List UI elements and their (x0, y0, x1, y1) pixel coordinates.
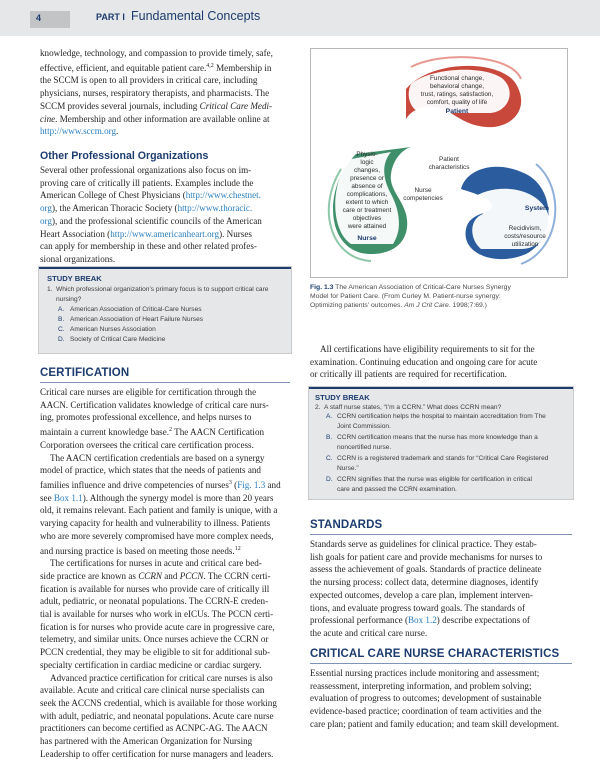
study-break-2-question: A staff nurse states, “I’m a CCRN.” What does CCRN mean? (324, 404, 502, 411)
patient-title: Patient (445, 108, 469, 115)
header-band (0, 0, 600, 36)
part-label: PART I (96, 12, 125, 22)
synergy-model-figure (310, 48, 568, 278)
nurse-outcome-4: presence or (350, 175, 384, 182)
synergy-model-diagram (311, 49, 567, 277)
certification-paragraphs: Critical care nurses are eligible for certification through the AACN. Certification validates knowledge of critical care nurs- ing, promotes professional excellence, and helps nurses to maintain a current knowledge base.$^2$ The AACN Certification Corporation oversees the critical care certification process. The AACN certification credentials are based on a synergy model of practice, which states that the needs of patients and families influence and drive competencies of nurses$^3$ (Fig. 1.3 and see Box 1.1). Although the synergy model is more than 20 years old, it remains relevant. Each patient and family is unique, with a varying capacity for health and vulnerability to illness. Patients who are more severely compromised have more complex needs, and nursing practice is based on meeting those needs.$^{12}$ The certifications for nurses in acute and critical care bed- side practice are known as CCRN and PCCN. The CCRN certi- fication is available for nurses who provide care of critically ill adult, pediatric, or neonatal populations. The CCRN-E creden- tial is available for nurses who work in eICUs. The PCCN certi- fication is for nurses who provide acute care in progressive care, telemetry, and similar units. Once nurses achieve the CCRN or PCCN credential, they may be eligible to sit for additional sub- specialty certification in cardiac medicine or cardiac surgery. Advanced practice certification for critical care nurses is also available. Acute and critical care clinical nurse specialists can seek the ACCNS credential, which is available for those working with adult, pediatric, and neonatal populations. Acute care nurse practitioners can become certified as ACNPC-AG. The AACN has partnered with the American Organization for Nursing Leadership to offer certification for nurse managers and leaders. (40, 387, 281, 759)
patient-outcome-2: behavioral change, (429, 83, 485, 90)
section-rule (40, 382, 290, 383)
nurse-outcome-7: extent to which (345, 199, 389, 206)
patient-characteristics-1: Patient (439, 156, 459, 163)
nurse-competencies-2: competencies (403, 195, 443, 202)
study-break-heading-2: STUDY BREAK (315, 393, 370, 402)
part-title: Fundamental Concepts (131, 9, 261, 23)
certification-heading: CERTIFICATION (40, 367, 130, 379)
system-title: System (524, 205, 550, 212)
patient-outcome-1: Functional change, (429, 75, 485, 82)
other-orgs-heading: Other Professional Organizations (40, 150, 209, 162)
answer-option-c: American Nurses Association (70, 326, 156, 333)
page-number: 4 (30, 11, 70, 28)
study-break-1-question: Which professional organization’s primary focus is to support critical care nursing? (56, 286, 269, 303)
patient-outcome-3: trust, ratings, satisfaction, (420, 91, 494, 98)
patient-characteristics-2: characteristics (428, 164, 470, 171)
answer-option-2b: CCRN certification means that the nurse has more knowledge than a noncertified nurse. (337, 434, 538, 451)
box-1-2-link[interactable]: Box 1.2 (407, 615, 437, 626)
characteristics-heading: CRITICAL CARE NURSE CHARACTERISTICS (310, 648, 560, 660)
nurse-outcome-6: complications, (346, 191, 388, 198)
answer-option-b: American Association of Heart Failure Nurses (70, 316, 204, 323)
characteristics-paragraph: Essential nursing practices include monitoring and assessment; reassessment, interpreting information, and problem solving; evaluation of progress to outcomes; development of sustainable evidence-based practice; coordination of team activities and the care plan; patient and family education; and team skill development. (310, 668, 559, 729)
nurse-competencies-1: Nurse (414, 187, 432, 194)
system-outcome-3: utilization (511, 241, 539, 248)
section-rule (310, 663, 572, 664)
standards-heading: STANDARDS (310, 519, 383, 531)
heart-link[interactable]: http://www.americanheart.org (110, 228, 220, 239)
answer-option-2a: CCRN certification helps the hospital to maintain accreditation from The Joint Commission. (337, 413, 546, 430)
running-header (0, 0, 600, 36)
fig-link[interactable]: Fig. 1.3 (237, 479, 266, 490)
system-outcome-2: costs/resource (504, 233, 546, 240)
box-link[interactable]: Box 1.1 (53, 492, 83, 503)
sccm-link[interactable]: http://www.sccm.org (40, 126, 117, 137)
system-outcome-1: Recidivism, (508, 225, 542, 232)
answer-option-2c: CCRN is a registered trademark and stands for “Critical Care Registered Nurse.” (337, 455, 549, 472)
other-orgs-paragraph: Several other professional organizations also focus on im- proving care of critically ill patients. Examples include the American College of Chest Physicians (http://www.chestnet. org), the American Thoracic Society (http://www.thoracic. org), and the professional scientific councils of the American Heart Association (http://www.americanheart.org). Nurses can apply for membership in these and other related profes- sional organizations. (40, 165, 262, 264)
standards-paragraph: Standards serve as guidelines for clinical practice. They estab- lish goals for patient care and provide mechanisms for nurses to assess the achievement of goals. Standards of practice delineate the nursing process: collect data, determine diagnoses, identify expected outcomes, develop a care plan, implement interven- tions, and evaluate progress toward goals. The standards of professional performance (Box 1.2) describe expectations of the acute and critical care nurse. (310, 539, 543, 638)
nurse-outcome-9: objectives (352, 215, 382, 222)
section-rule (310, 534, 572, 535)
chestnet-link[interactable]: http://www.chestnet. (185, 190, 261, 201)
study-break-heading: STUDY BREAK (47, 274, 102, 283)
nurse-outcome-2: logic (360, 159, 374, 166)
answer-option-2d: CCRN signifies that the nurse was eligible for certification in critical care and passed the CCRN examination. (337, 476, 532, 493)
answer-option-a: American Association of Critical-Care Nurses (70, 306, 202, 313)
eligibility-paragraph: All certifications have eligibility requirements to sit for the examination. Continuing education and ongoing care for acute or critically ill patients are required for recertification. (310, 344, 538, 380)
study-break-2: STUDY BREAK 2. A staff nurse states, “I’m a CCRN.” What does CCRN mean? A. CCRN certification helps the hospital to maintain accreditation from The Joint Commission. B. CCRN certification means that the nurse has more knowledge than a noncertified nurse. C. CCRN is a registered trademark and stands for “Critical Care Registered Nurse.” D. CCRN signifies that the nurse was eligible for certification in critical care and passed the CCRN examination. (308, 386, 574, 500)
nurse-outcome-10: were attained (347, 223, 387, 230)
answer-option-d: Society of Critical Care Medicine (70, 336, 166, 343)
nurse-outcome-8: care or treatment (342, 207, 392, 214)
sccm-paragraph: knowledge, technology, and compassion to provide timely, safe, effective, efficient, and equitable patient care.$^{4,2}$ Membership in the SCCM is open to all providers in critical care, including physicians, nurses, respiratory therapists, and pharmacists. The SCCM provides several journals, including Critical Care Medi- cine. Membership and other information are available online at http://www.sccm.org. (40, 48, 273, 137)
figure-label: Fig. 1.3 (310, 284, 334, 291)
study-break-1: STUDY BREAK 1. Which professional organization’s primary focus is to support critical care nursing? A. American Association of Critical-Care Nurses B. American Association of Heart Failure Nurses C. American Nurses Association D. Society of Critical Care Medicine (38, 266, 292, 354)
nurse-outcome-5: absence of (351, 183, 383, 190)
nurse-outcome-1: Physio- (356, 151, 378, 158)
figure-caption: Fig. 1.3 The American Association of Critical-Care Nurses Synergy Model for Patient Care. (From Curley M. Patient-nurse synergy: Optimizing patients’ outcomes. Am J Crit Care. 1998;7:69.) (310, 284, 511, 309)
patient-outcome-4: comfort, quality of life (426, 99, 488, 106)
nurse-outcome-3: changes, (354, 167, 380, 174)
nurse-title: Nurse (357, 235, 377, 242)
thoracic-link[interactable]: http://www.thoracic. (177, 203, 253, 214)
